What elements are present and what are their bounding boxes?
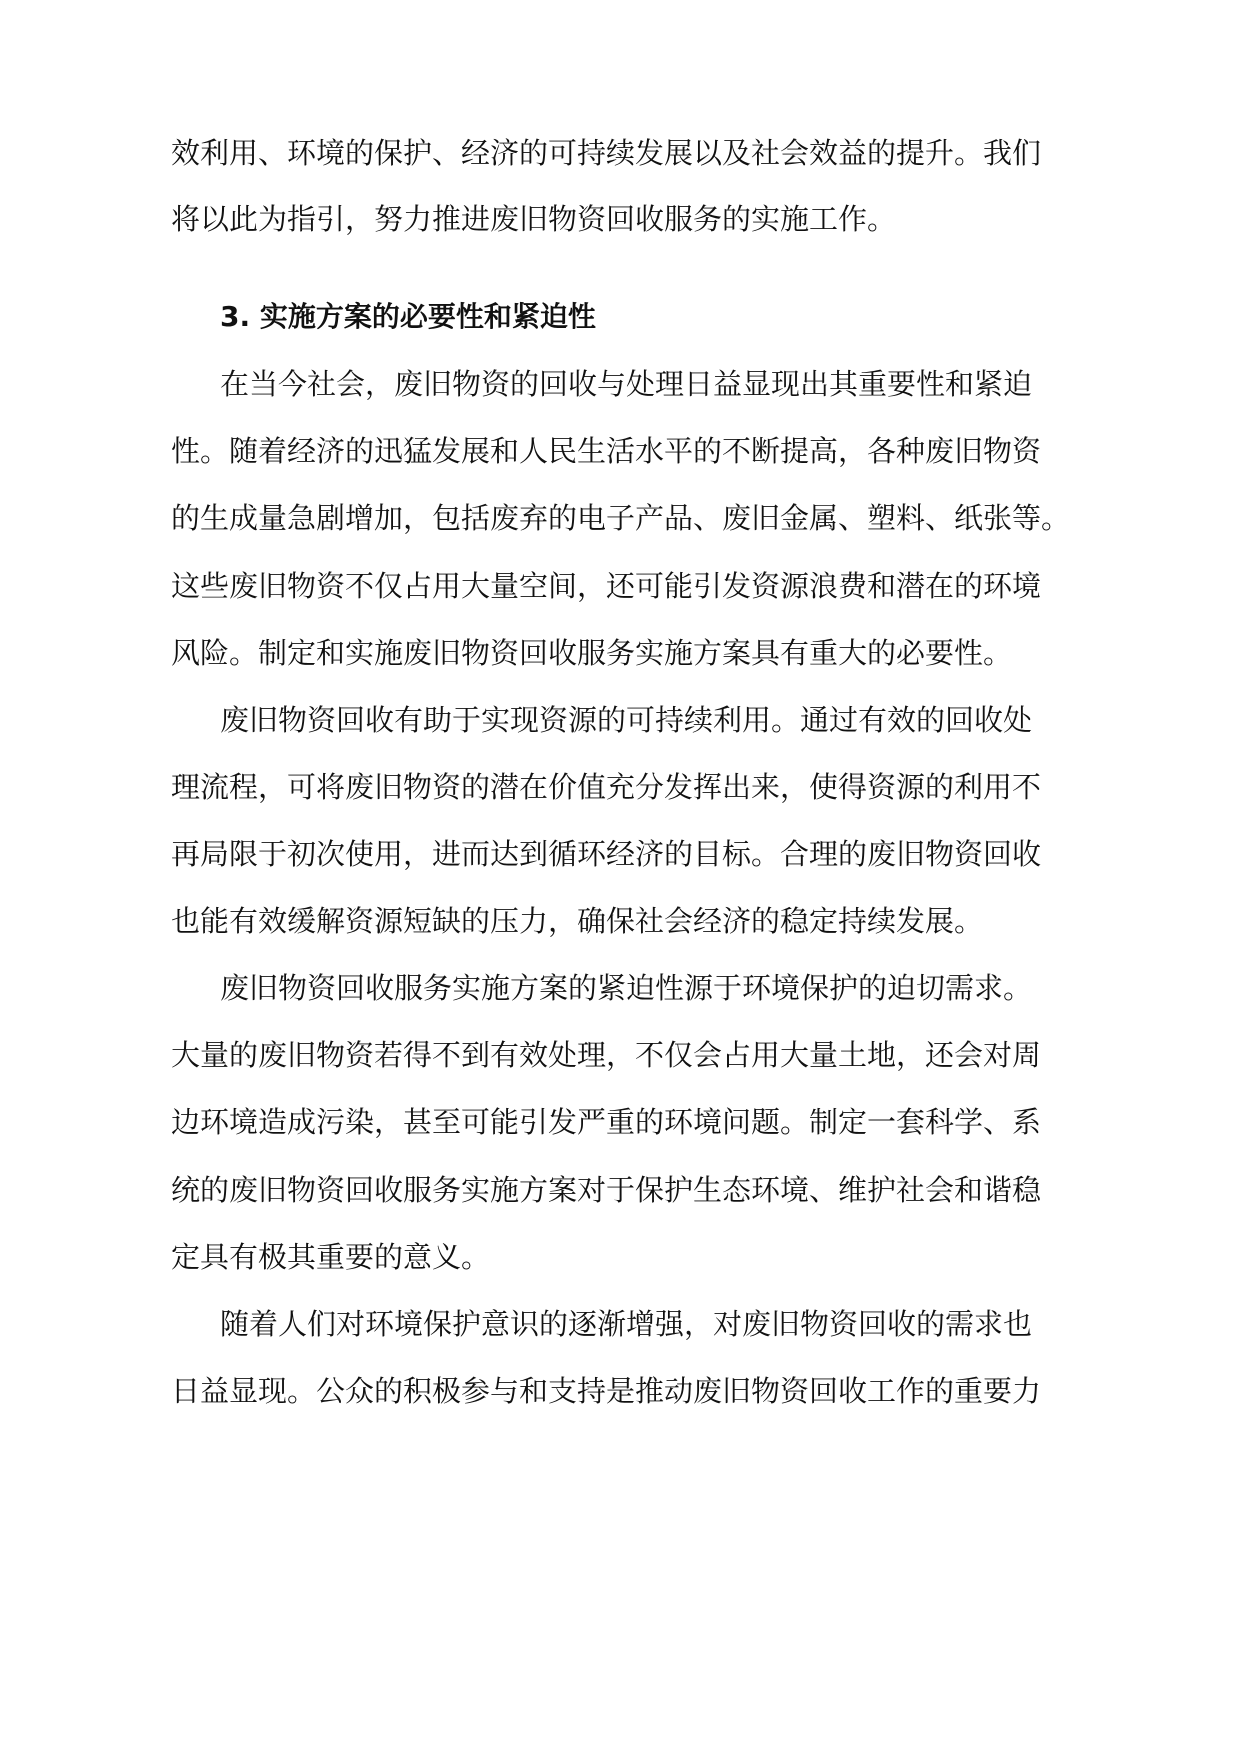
- section-heading: 3. 实施方案的必要性和紧迫性: [220, 300, 596, 333]
- body-line: 大量的废旧物资若得不到有效处理，不仅会占用大量土地，还会对周: [171, 1038, 1042, 1072]
- paragraph-first-line: 随着人们对环境保护意识的逐渐增强，对废旧物资回收的需求也: [220, 1307, 1033, 1341]
- body-line: 性。随着经济的迅猛发展和人民生活水平的不断提高，各种废旧物资: [171, 434, 1042, 468]
- body-line: 日益显现。公众的积极参与和支持是推动废旧物资回收工作的重要力: [171, 1374, 1042, 1408]
- body-line: 风险。制定和实施废旧物资回收服务实施方案具有重大的必要性。: [171, 636, 1013, 670]
- body-line: 也能有效缓解资源短缺的压力，确保社会经济的稳定持续发展。: [171, 904, 984, 938]
- body-line: 的生成量急剧增加，包括废弃的电子产品、废旧金属、塑料、纸张等。: [171, 501, 1071, 535]
- body-line: 再局限于初次使用，进而达到循环经济的目标。合理的废旧物资回收: [171, 837, 1042, 871]
- paragraph-first-line: 废旧物资回收服务实施方案的紧迫性源于环境保护的迫切需求。: [220, 971, 1033, 1005]
- body-line: 将以此为指引，努力推进废旧物资回收服务的实施工作。: [171, 202, 897, 236]
- body-line: 这些废旧物资不仅占用大量空间，还可能引发资源浪费和潜在的环境: [171, 569, 1042, 603]
- paragraph-first-line: 在当今社会，废旧物资的回收与处理日益显现出其重要性和紧迫: [220, 367, 1033, 401]
- paragraph-first-line: 废旧物资回收有助于实现资源的可持续利用。通过有效的回收处: [220, 703, 1033, 737]
- body-line: 边环境造成污染，甚至可能引发严重的环境问题。制定一套科学、系: [171, 1105, 1042, 1139]
- body-line: 效利用、环境的保护、经济的可持续发展以及社会效益的提升。我们: [171, 136, 1042, 170]
- body-line: 理流程，可将废旧物资的潜在价值充分发挥出来，使得资源的利用不: [171, 770, 1042, 804]
- body-line: 定具有极其重要的意义。: [171, 1240, 491, 1274]
- body-line: 统的废旧物资回收服务实施方案对于保护生态环境、维护社会和谐稳: [171, 1173, 1042, 1207]
